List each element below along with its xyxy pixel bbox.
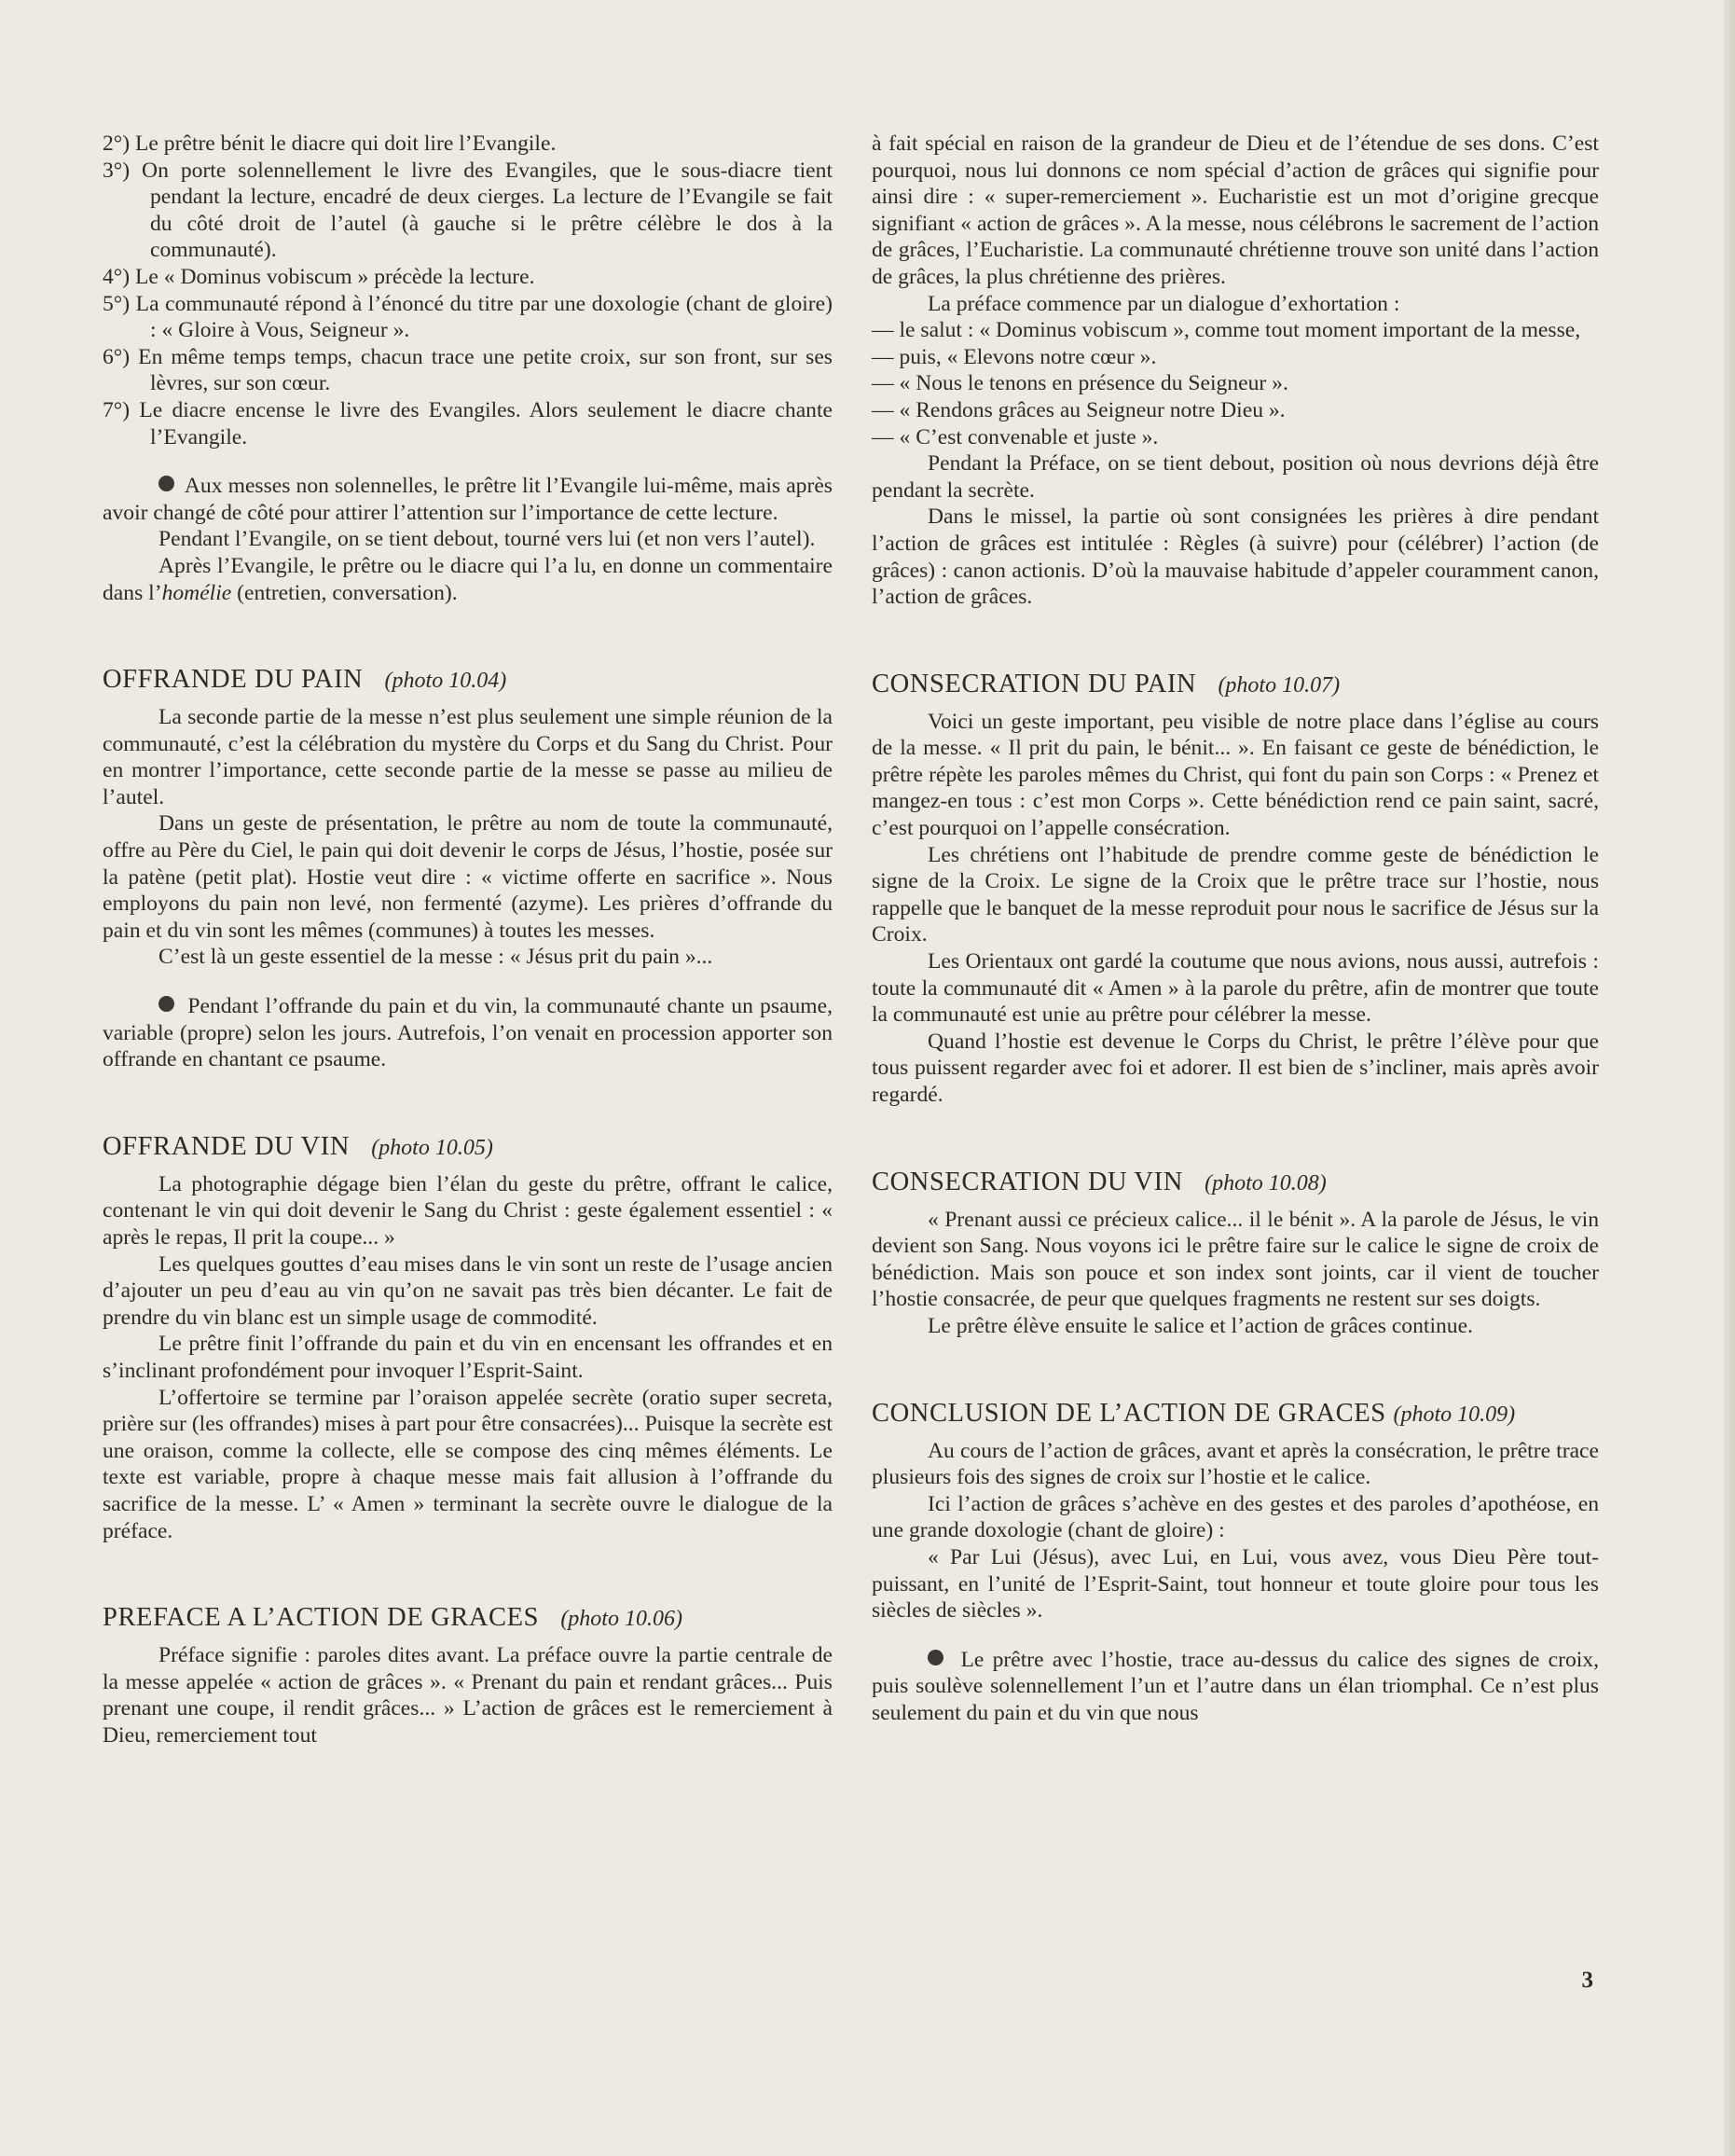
note-paragraph (872, 1647, 1599, 1727)
paragraph: Dans un geste de présentation, le prêtre au nom de toute la communauté, offre au Père du Ciel, le pain qui doit devenir le corps de Jésus, l’hostie, posée sur la patène (petit plat). Hostie veut dire : « victime offerte en sacrifice ». Nous employons du pain non levé, non fermenté (azyme). Les prières d’offrande du pain et du vin sont les mêmes (communes) à toutes les messes. (103, 811, 833, 943)
note-paragraph (103, 993, 833, 1073)
photo-ref: (photo 10.06) (560, 1607, 682, 1632)
paragraph (103, 553, 833, 606)
paragraph: Le prêtre finit l’offrande du pain et du vin en encensant les offrandes et en s’inclinant profondément pour invoquer l’Esprit-Saint. (103, 1332, 833, 1383)
dialogue-line: — « Nous le tenons en présence du Seigneur ». (872, 371, 1288, 396)
paragraph: Pendant l’Evangile, on se tient debout, tourné vers lui (et non vers l’autel). (158, 527, 816, 552)
paragraph: Voici un geste important, peu visible de notre place dans l’église au cours de la messe. « Il prit du pain, le bénit... ». En faisant ce geste de bénédiction, le prêtre répète les paroles mêmes du Christ, qui font du pain son Corps : « Prenez et mangez-en tous : c’est mon Corps ». Cette bénédiction rend ce pain saint, sacré, c’est pourquoi on l’appelle consécration. (872, 709, 1599, 841)
paragraph: Pendant la Préface, on se tient debout, position où nous devrions déjà être pendant la secrète. (872, 451, 1599, 503)
paragraph: Quand l’hostie est devenue le Corps du Christ, le prêtre l’élève pour que tous puissent regarder avec foi et adorer. Il est bien de s’incliner, mais après avoir regardé. (872, 1029, 1599, 1107)
bullet-dot-icon (928, 1650, 943, 1665)
photo-ref: (photo 10.08) (1205, 1170, 1327, 1195)
list-item: 6°) En même temps temps, chacun trace une petite croix, sur son front, sur ses lèvres, sur son cœur. (103, 344, 833, 396)
page-number: 3 (1581, 1968, 1593, 1993)
section-title-text: OFFRANDE DU PAIN (103, 665, 364, 695)
paragraph: La seconde partie de la messe n’est plus seulement une simple réunion de la communauté, c’est la célébration du mystère du Corps et du Sang du Christ. Pour en montrer l’importance, cette seconde partie de la messe se passe au milieu de l’autel. (103, 705, 833, 809)
paragraph: « Par Lui (Jésus), avec Lui, en Lui, vous avez, vous Dieu Père tout-puissant, en l’unité de l’Esprit-Saint, tout honneur et toute gloire pour tous les siècles de siècles ». (872, 1544, 1599, 1624)
section-title-offrande-pain (103, 664, 833, 697)
list-item: 4°) Le « Dominus vobiscum » précède la lecture. (103, 264, 535, 289)
section-title-consecration-vin (872, 1167, 1599, 1199)
paragraph: Dans le missel, la partie où sont consignées les prières à dire pendant l’action de grâces est intitulée : Règles (à suivre) pour (célébrer) l’action (de grâces) : canon actionis. D’où la mauvaise habitude d’appeler couramment canon, l’action de grâces. (872, 504, 1599, 610)
photo-ref: (photo 10.07) (1218, 672, 1341, 698)
section-title-text: OFFRANDE DU VIN (103, 1131, 350, 1161)
list-item: 2°) Le prêtre bénit le diacre qui doit lire l’Evangile. (103, 131, 557, 156)
note-text: Aux messes non solennelles, le prêtre lit l’Evangile lui-même, mais après avoir changé de côté pour attirer l’attention sur l’importance de cette lecture. (103, 474, 833, 525)
dialogue-line: — « Rendons grâces au Seigneur notre Dieu ». (872, 397, 1286, 422)
section-title-text: CONCLUSION DE L’ACTION DE GRACES (872, 1398, 1386, 1428)
text-run: (entretien, conversation). (231, 580, 458, 605)
paragraph: Les Orientaux ont gardé la coutume que nous avions, nous aussi, autrefois : toute la communauté dit « Amen » à la parole du prêtre, afin de montrer que toute la communauté est unie au prêtre pour célébrer la messe. (872, 949, 1599, 1028)
page-edge-shadow (1724, 0, 1735, 2156)
list-item: 3°) On porte solennellement le livre des Evangiles, que le sous-diacre tient pendant la lecture, encadré de deux cierges. La lecture de l’Evangile se fait du côté droit de l’autel (à gauche si le prêtre célèbre le dos à la communauté). (103, 158, 833, 263)
paragraph: C’est là un geste essentiel de la messe : « Jésus prit du pain »... (158, 945, 713, 970)
paragraph: Au cours de l’action de grâces, avant et après la consécration, le prêtre trace plusieurs fois des signes de croix sur l’hostie et le calice. (872, 1438, 1599, 1490)
section-title-text: PREFACE A L’ACTION DE GRACES (103, 1603, 540, 1633)
section-title-offrande-vin (103, 1131, 833, 1164)
paragraph: Les chrétiens ont l’habitude de prendre comme geste de bénédiction le signe de la Croix. Le signe de la Croix que le prêtre trace sur l’hostie, nous rappelle que le banquet de la messe reproduit pour nous le sacrifice de Jésus sur la Croix. (872, 842, 1599, 947)
paragraph: Préface signifie : paroles dites avant. La préface ouvre la partie centrale de la messe appelée « action de grâces ». « Prenant du pain et rendant grâces... Puis prenant une coupe, il rendit grâces... » L’action de grâces est le remerciement à Dieu, remerciement tout (103, 1643, 833, 1748)
photo-ref: (photo 10.04) (384, 669, 507, 694)
photo-ref: (photo 10.09) (1393, 1402, 1516, 1427)
section-title-consecration-pain (872, 669, 1599, 701)
bullet-dot-icon (158, 476, 174, 491)
note-text: Pendant l’offrande du pain et du vin, la communauté chante un psaume, variable (propre) selon les jours. Autrefois, l’on venait en procession apporter son offrande en chantant ce psaume. (103, 994, 833, 1072)
list-item: 7°) Le diacre encense le livre des Evangiles. Alors seulement le diacre chante l’Evangile. (103, 397, 833, 449)
note-paragraph (103, 473, 833, 526)
bullet-dot-icon (158, 996, 174, 1012)
section-title-text: CONSECRATION DU PAIN (872, 669, 1197, 698)
right-column (872, 131, 1599, 1727)
paragraph: à fait spécial en raison de la grandeur de Dieu et de l’étendue de ses dons. C’est pourquoi, nous lui donnons ce nom spécial d’action de grâces qui signifie pour ainsi dire : « super-remerciement ». Eucharistie est un mot d’origine grecque signifiant « action de grâces ». A la messe, nous célébrons le sacrement de l’action de grâces, l’Eucharistie. La communauté chrétienne trouve son unité dans l’action de grâces, la plus chrétienne des prières. (872, 131, 1599, 289)
paragraph: Le prêtre élève ensuite le salice et l’action de grâces continue. (928, 1313, 1473, 1338)
dialogue-line: — puis, « Elevons notre cœur ». (872, 344, 1157, 369)
note-text: Le prêtre avec l’hostie, trace au-dessus du calice des signes de croix, puis soulève solennellement l’un et l’autre dans un élan triomphal. Ce n’est plus seulement du pain et du vin que nous (872, 1647, 1599, 1725)
dialogue-line: — le salut : « Dominus vobiscum », comme tout moment important de la messe, (872, 318, 1581, 343)
list-item: 5°) La communauté répond à l’énoncé du titre par une doxologie (chant de gloire) : « Gloire à Vous, Seigneur ». (103, 291, 833, 343)
left-column (103, 131, 833, 1749)
dialogue-line: — « C’est convenable et juste ». (872, 424, 1159, 449)
paragraph: « Prenant aussi ce précieux calice... il le bénit ». A la parole de Jésus, le vin devient son Sang. Nous voyons ici le prêtre faire sur le calice le signe de croix de bénédiction. Mais son pouce et son index sont joints, car il vient de toucher l’hostie consacrée, de peur que quelques fragments ne restent sur ses doigts. (872, 1207, 1599, 1312)
photo-ref: (photo 10.05) (371, 1135, 493, 1160)
paragraph: Ici l’action de grâces s’achève en des gestes et des paroles d’apothéose, en une grande doxologie (chant de gloire) : (872, 1491, 1599, 1543)
italic-term: homélie (161, 580, 232, 605)
paragraph: Les quelques gouttes d’eau mises dans le vin sont un reste de l’usage ancien d’ajouter un peu d’eau au vin qu’on ne savait pas très bien décanter. Le fait de prendre du vin blanc est un simple usage de commodité. (103, 1251, 833, 1330)
section-title-preface (103, 1602, 833, 1635)
section-title-conclusion (872, 1398, 1599, 1430)
paragraph: L’offertoire se termine par l’oraison appelée secrète (oratio super secreta, prière sur (les offrandes) mises à part pour être consacrées)... Puisque la secrète est une oraison, comme la collecte, elle se compose des cinq mêmes éléments. Le texte est variable, propre à chaque messe mais fait allusion à l’offrande du sacrifice de la messe. L’ « Amen » terminant la secrète ouvre le dialogue de la préface. (103, 1385, 833, 1543)
section-title-text: CONSECRATION DU VIN (872, 1167, 1183, 1196)
text-run: Après l’Evangile, le prêtre ou le diacre qui l’a lu, en donne un commentaire dans l’ (103, 553, 833, 605)
paragraph: La préface commence par un dialogue d’exhortation : (928, 291, 1400, 316)
paragraph: La photographie dégage bien l’élan du geste du prêtre, offrant le calice, contenant le vin qui doit devenir le Sang du Christ : geste également essentiel : « après le repas, Il prit la coupe... » (103, 1171, 833, 1250)
